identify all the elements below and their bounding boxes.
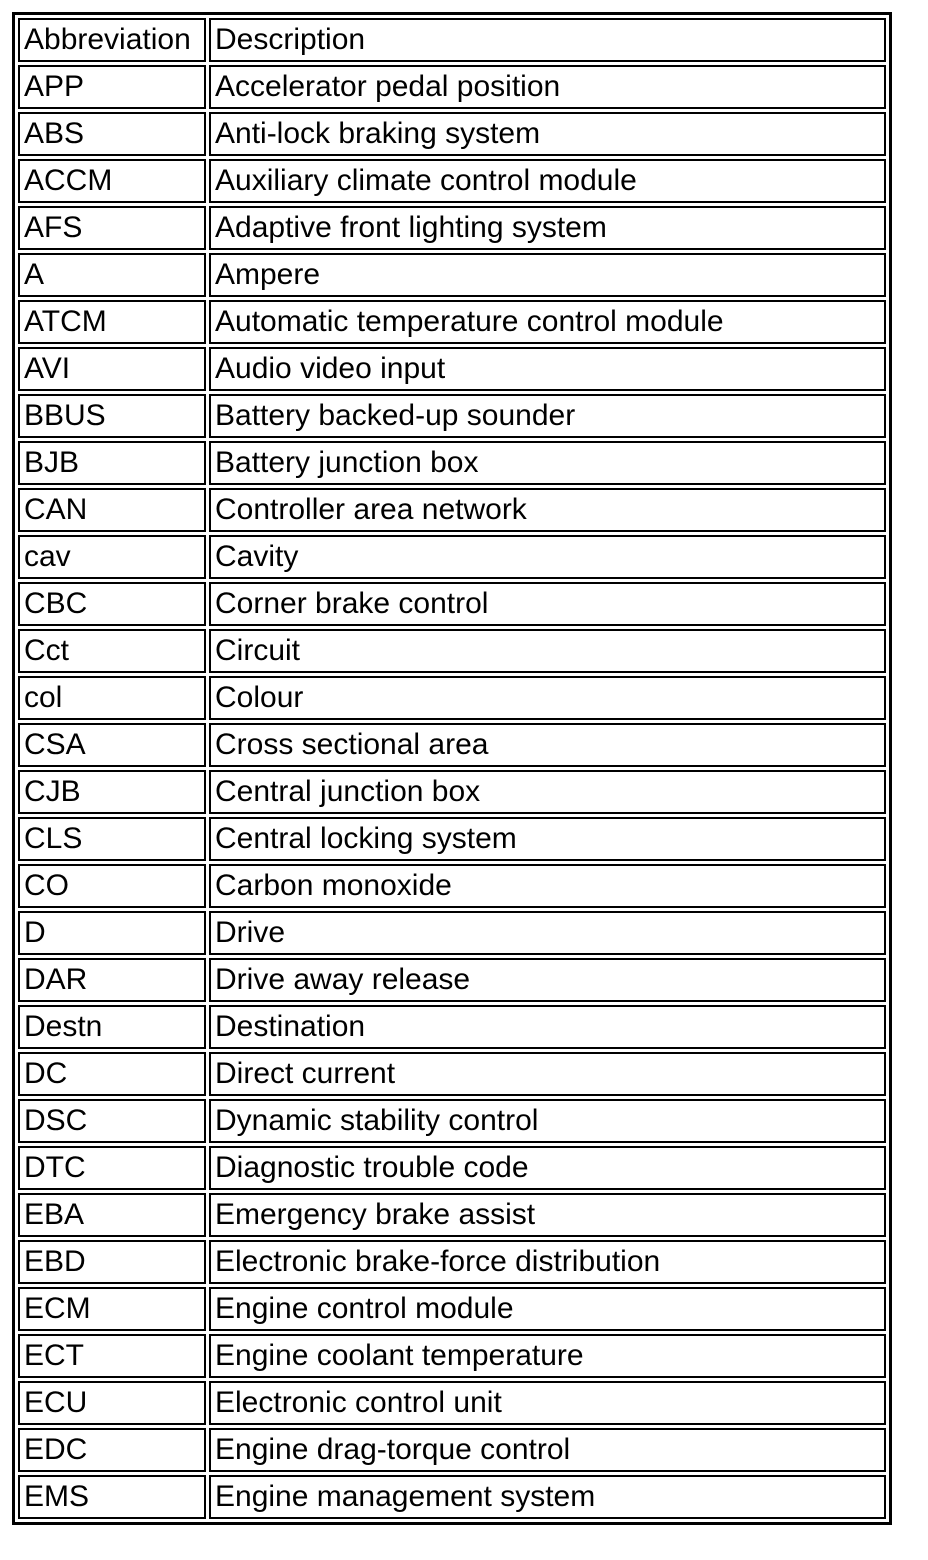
abbreviation-cell: CSA (18, 723, 206, 767)
description-cell: Ampere (209, 253, 886, 297)
abbreviation-cell: DC (18, 1052, 206, 1096)
table-row (18, 441, 886, 485)
description-cell: Controller area network (209, 488, 886, 532)
abbreviation-cell: cav (18, 535, 206, 579)
abbreviation-cell: Destn (18, 1005, 206, 1049)
abbreviation-cell: APP (18, 65, 206, 109)
description-cell: Colour (209, 676, 886, 720)
abbreviation-cell: ABS (18, 112, 206, 156)
abbreviation-cell: ECU (18, 1381, 206, 1425)
description-cell: Engine control module (209, 1287, 886, 1331)
abbreviation-cell: DAR (18, 958, 206, 1002)
column-header-description: Description (209, 18, 886, 62)
abbreviation-cell: D (18, 911, 206, 955)
table-row (18, 535, 886, 579)
abbreviation-cell: AFS (18, 206, 206, 250)
table-row (18, 253, 886, 297)
table-row (18, 1428, 886, 1472)
description-cell: Auxiliary climate control module (209, 159, 886, 203)
abbreviation-cell: A (18, 253, 206, 297)
table-row (18, 1052, 886, 1096)
description-cell: Cavity (209, 535, 886, 579)
description-cell: Drive (209, 911, 886, 955)
abbreviation-cell: ACCM (18, 159, 206, 203)
table-row (18, 582, 886, 626)
abbreviation-table-body (18, 18, 886, 1519)
description-cell: Electronic brake-force distribution (209, 1240, 886, 1284)
abbreviation-cell: EBD (18, 1240, 206, 1284)
description-cell: Central locking system (209, 817, 886, 861)
table-row (18, 770, 886, 814)
description-cell: Adaptive front lighting system (209, 206, 886, 250)
description-cell: Diagnostic trouble code (209, 1146, 886, 1190)
table-row (18, 676, 886, 720)
abbreviation-cell: ECM (18, 1287, 206, 1331)
table-row (18, 629, 886, 673)
description-cell: Destination (209, 1005, 886, 1049)
abbreviation-table (12, 12, 892, 1525)
abbreviation-cell: CJB (18, 770, 206, 814)
abbreviation-cell: EBA (18, 1193, 206, 1237)
abbreviation-cell: col (18, 676, 206, 720)
description-cell: Battery junction box (209, 441, 886, 485)
description-cell: Engine coolant temperature (209, 1334, 886, 1378)
description-cell: Circuit (209, 629, 886, 673)
table-row (18, 864, 886, 908)
abbreviation-cell: CBC (18, 582, 206, 626)
table-row (18, 1005, 886, 1049)
description-cell: Audio video input (209, 347, 886, 391)
abbreviation-cell: BJB (18, 441, 206, 485)
abbreviation-cell: CO (18, 864, 206, 908)
description-cell: Dynamic stability control (209, 1099, 886, 1143)
table-row (18, 347, 886, 391)
table-row (18, 1193, 886, 1237)
description-cell: Central junction box (209, 770, 886, 814)
table-row (18, 1475, 886, 1519)
abbreviation-cell: EMS (18, 1475, 206, 1519)
description-cell: Cross sectional area (209, 723, 886, 767)
description-cell: Anti-lock braking system (209, 112, 886, 156)
table-row (18, 1099, 886, 1143)
description-cell: Automatic temperature control module (209, 300, 886, 344)
table-row (18, 958, 886, 1002)
abbreviation-cell: AVI (18, 347, 206, 391)
abbreviation-cell: CLS (18, 817, 206, 861)
abbreviation-cell: EDC (18, 1428, 206, 1472)
table-row (18, 1381, 886, 1425)
abbreviation-cell: ATCM (18, 300, 206, 344)
table-row (18, 817, 886, 861)
abbreviation-cell: CAN (18, 488, 206, 532)
column-header-abbreviation: Abbreviation (18, 18, 206, 62)
description-cell: Engine drag-torque control (209, 1428, 886, 1472)
table-row (18, 1334, 886, 1378)
table-row (18, 1240, 886, 1284)
table-row (18, 911, 886, 955)
table-row (18, 394, 886, 438)
table-header-row (18, 18, 886, 62)
description-cell: Accelerator pedal position (209, 65, 886, 109)
table-row (18, 723, 886, 767)
description-cell: Direct current (209, 1052, 886, 1096)
description-cell: Emergency brake assist (209, 1193, 886, 1237)
description-cell: Electronic control unit (209, 1381, 886, 1425)
description-cell: Corner brake control (209, 582, 886, 626)
table-row (18, 1146, 886, 1190)
table-row (18, 112, 886, 156)
description-cell: Engine management system (209, 1475, 886, 1519)
description-cell: Carbon monoxide (209, 864, 886, 908)
table-row (18, 300, 886, 344)
description-cell: Drive away release (209, 958, 886, 1002)
abbreviation-cell: BBUS (18, 394, 206, 438)
abbreviation-cell: DTC (18, 1146, 206, 1190)
table-row (18, 488, 886, 532)
description-cell: Battery backed-up sounder (209, 394, 886, 438)
table-row (18, 1287, 886, 1331)
table-row (18, 206, 886, 250)
table-row (18, 159, 886, 203)
abbreviation-cell: DSC (18, 1099, 206, 1143)
abbreviation-cell: Cct (18, 629, 206, 673)
table-row (18, 65, 886, 109)
abbreviation-cell: ECT (18, 1334, 206, 1378)
